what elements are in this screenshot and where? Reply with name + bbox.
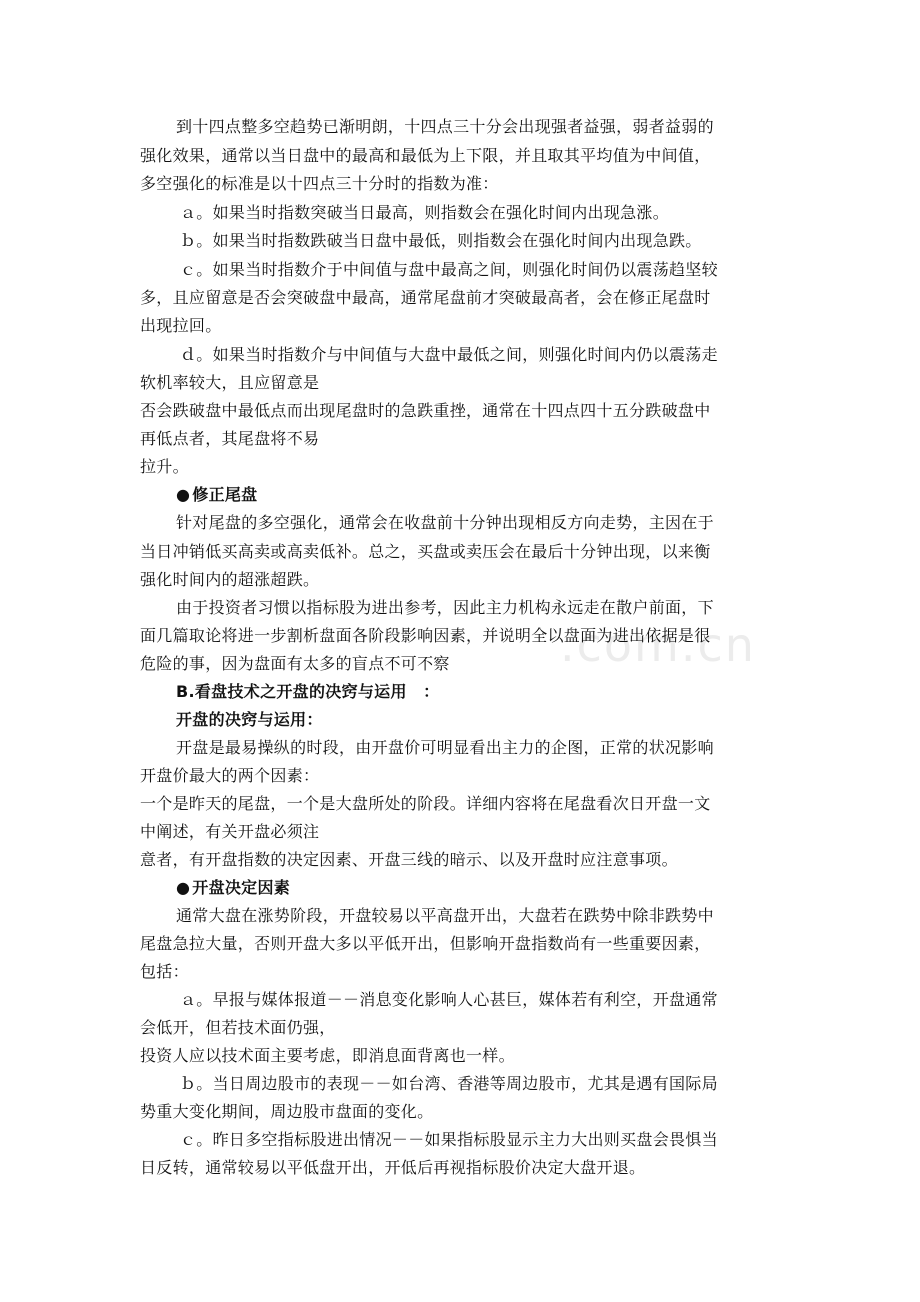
heading-text: 开盘决定因素	[192, 878, 291, 897]
paragraph-line: 中阐述，有关开盘必须注	[140, 822, 320, 841]
heading-text: 修正尾盘	[192, 485, 258, 504]
paragraph-line: 否会跌破盘中最低点而出现尾盘时的急跌重挫，通常在十四点四十五分跌破盘中	[140, 401, 711, 420]
paragraph-line: 包括：	[140, 962, 189, 981]
watermark: .com.cn	[560, 618, 756, 672]
paragraph-line: 日反转，通常较易以平低盘开出，开低后再视指标股价决定大盘开退。	[140, 1158, 646, 1177]
paragraph-line: 当日冲销低买高卖或高卖低补。总之，买盘或卖压会在最后十分钟出现，以来衡	[140, 542, 711, 561]
list-item-a: ａ。如果当时指数突破当日最高，则指数会在强化时间内出现急涨。	[180, 203, 670, 222]
paragraph-line: 会低开，但若技术面仍强，	[140, 1018, 336, 1037]
paragraph-line: 强化效果，通常以当日盘中的最高和最低为上下限，并且取其平均值为中间值，	[140, 146, 711, 165]
bullet-icon: ●	[176, 878, 191, 897]
section-heading: B.看盘技术之开盘的决窍与运用 ：	[176, 682, 440, 701]
paragraph-line: 面几篇取论将进一步割析盘面各阶段影响因素，并说明全以盘面为进出依据是很	[140, 626, 711, 645]
paragraph-line: 多，且应留意是否会突破盘中最高，通常尾盘前才突破最高者，会在修正尾盘时	[140, 288, 711, 307]
paragraph-line: 开盘价最大的两个因素：	[140, 766, 320, 785]
paragraph-line: 针对尾盘的多空强化，通常会在收盘前十分钟出现相反方向走势，主因在于	[176, 513, 714, 532]
list-item-c: ｃ。如果当时指数介于中间值与盘中最高之间，则强化时间仍以震荡趋坚较	[180, 260, 718, 279]
paragraph-line: 尾盘急拉大量，否则开盘大多以平低开出，但影响开盘指数尚有一些重要因素，	[140, 934, 711, 953]
paragraph-line: 到十四点整多空趋势已渐明朗，十四点三十分会出现强者益强，弱者益弱的	[176, 117, 714, 136]
list-item-d: ｄ。如果当时指数介与中间值与大盘中最低之间，则强化时间内仍以震荡走	[180, 345, 718, 364]
list-item-b: ｂ。当日周边股市的表现－－如台湾、香港等周边股市，尤其是遇有国际局	[180, 1074, 718, 1093]
paragraph-line: 出现拉回。	[140, 316, 222, 335]
paragraph-line: 通常大盘在涨势阶段，开盘较易以平高盘开出，大盘若在跌势中除非跌势中	[176, 906, 714, 925]
section-subheading: 开盘的决窍与运用：	[176, 710, 323, 729]
paragraph-line: 多空强化的标准是以十四点三十分时的指数为准：	[140, 174, 499, 193]
paragraph-line: 一个是昨天的尾盘，一个是大盘所处的阶段。详细内容将在尾盘看次日开盘一文	[140, 794, 711, 813]
paragraph-line: 势重大变化期间，周边股市盘面的变化。	[140, 1102, 434, 1121]
paragraph-line: 拉升。	[140, 457, 189, 476]
list-item-c: ｃ。昨日多空指标股进出情况－－如果指标股显示主力大出则买盘会畏惧当	[180, 1130, 718, 1149]
paragraph-line: 强化时间内的超涨超跌。	[140, 570, 320, 589]
paragraph-line: 意者，有开盘指数的决定因素、开盘三线的暗示、以及开盘时应注意事项。	[140, 850, 678, 869]
paragraph-line: 开盘是最易操纵的时段，由开盘价可明显看出主力的企图，正常的状况影响	[176, 738, 714, 757]
section-heading	[176, 878, 290, 898]
paragraph-line: 再低点者，其尾盘将不易	[140, 429, 320, 448]
list-item-b: ｂ。如果当时指数跌破当日盘中最低，则指数会在强化时间内出现急跌。	[180, 231, 702, 250]
list-item-a: ａ。早报与媒体报道－－消息变化影响人心甚巨，媒体若有利空，开盘通常	[180, 990, 718, 1009]
paragraph-line: 由于投资者习惯以指标股为进出参考，因此主力机构永远走在散户前面，下	[176, 598, 714, 617]
section-heading	[176, 485, 257, 505]
paragraph-line: 投资人应以技术面主要考虑，即消息面背离也一样。	[140, 1046, 515, 1065]
bullet-icon: ●	[176, 485, 191, 504]
paragraph-line: 软机率较大，且应留意是	[140, 373, 320, 392]
paragraph-line: 危险的事，因为盘面有太多的盲点不可不察	[140, 654, 450, 673]
